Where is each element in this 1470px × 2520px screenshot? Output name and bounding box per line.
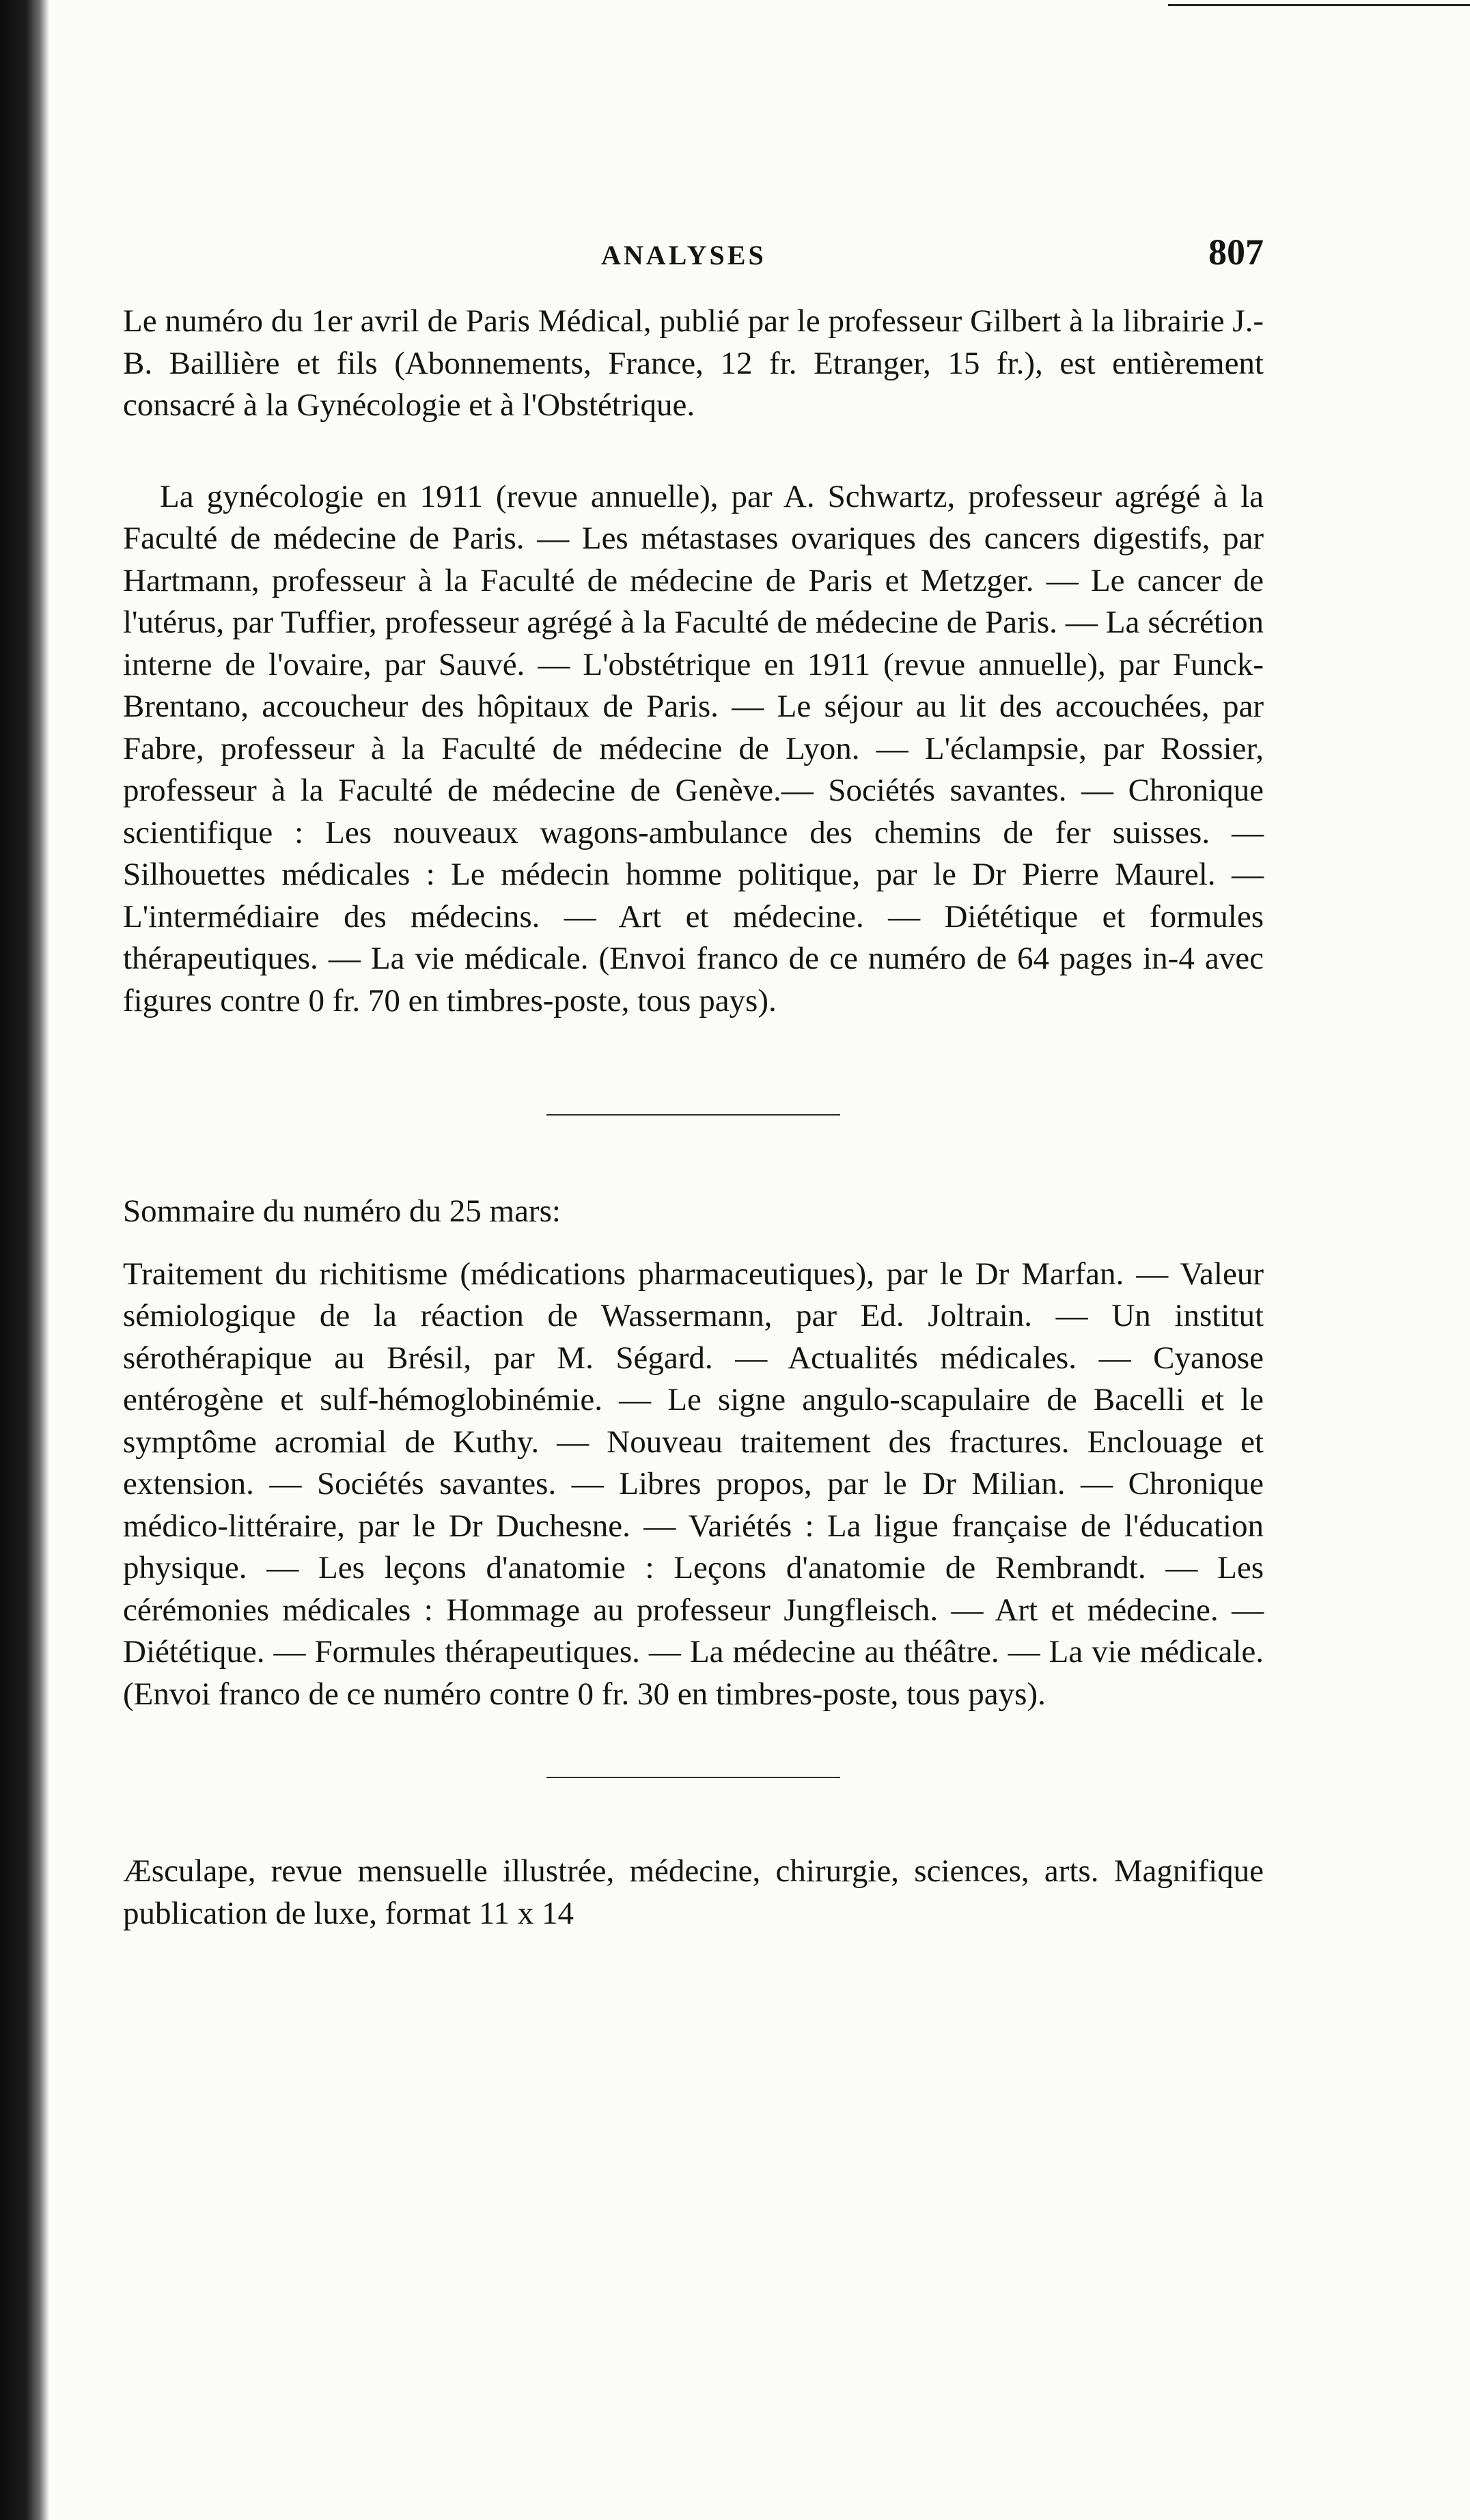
section-divider [546,1777,840,1778]
book-page [123,212,1264,1935]
page-header [123,212,1264,273]
paragraph-sommaire-heading: Sommaire du numéro du 25 mars: [123,1193,561,1229]
page-number: 807 [1208,232,1264,273]
paragraph-sommaire-contents: Traitement du richitisme (médications pharmaceutiques), par le Dr Marfan. — Valeur sémiologique de la réaction de Wassermann, par Ed. Joltrain. — Un institut sérothérapique au Brésil, par M. Ségard. — Actualités médicales. — Cyanose entérogène et sulf-hémoglobinémie. — Le signe angulo-scapulaire de Bacelli et le symptôme acromial de Kuthy. — Nouveau traitement des fractures. Enclouage et extension. — Sociétés savantes. — Libres propos, par le Dr Milian. — Chronique médico-littéraire, par le Dr Duchesne. — Variétés : La ligue française de l'éducation physique. — Les leçons d'anatomie : Leçons d'anatomie de Rembrandt. — Les cérémonies médicales : Hommage au professeur Jungfleisch. — Art et médecine. — Diététique. — Formules thérapeutiques. — La médecine au théâtre. — La vie médicale. (Envoi franco de ce numéro contre 0 fr. 30 en timbres-poste, tous pays). [123,1256,1264,1712]
scan-top-edge [1168,4,1470,6]
running-head: ANALYSES [601,240,766,271]
section-divider [546,1114,840,1116]
paragraph-paris-medical-contents: La gynécologie en 1911 (revue annuelle), par A. Schwartz, professeur agrégé à la Faculté de médecine de Paris. — Les métastases ovariques des cancers digestifs, par Hartmann, professeur à la Faculté de médecine de Paris et Metzger. — Le cancer de l'utérus, par Tuffier, professeur agrégé à la Faculté de médecine de Paris. — La sécrétion interne de l'ovaire, par Sauvé. — L'obstétrique en 1911 (revue annuelle), par Funck-Brentano, accoucheur des hôpitaux de Paris. — Le séjour au lit des accouchées, par Fabre, professeur à la Faculté de médecine de Lyon. — L'éclampsie, par Rossier, professeur à la Faculté de médecine de Genève.— Sociétés savantes. — Chronique scientifique : Les nouveaux wagons-ambulance des chemins de fer suisses. — Silhouettes médicales : Le médecin homme politique, par le Dr Pierre Maurel. — L'intermédiaire des médecins. — Art et médecine. — Diététique et formules thérapeutiques. — La vie médicale. (Envoi franco de ce numéro de 64 pages in-4 avec figures contre 0 fr. 70 en timbres-poste, tous pays). [123,478,1264,1019]
scan-gutter-shadow [0,0,49,2520]
paragraph-esculape: Æsculape, revue mensuelle illustrée, médecine, chirurgie, sciences, arts. Magnifique publication de luxe, format 11 x 14 [123,1853,1264,1931]
paragraph-paris-medical: Le numéro du 1er avril de Paris Médical, publié par le professeur Gilbert à la librairie J.-B. Baillière et fils (Abonnements, France, 12 fr. Etranger, 15 fr.), est entièrement consacré à la Gynécologie et à l'Obstétrique. [123,303,1264,423]
